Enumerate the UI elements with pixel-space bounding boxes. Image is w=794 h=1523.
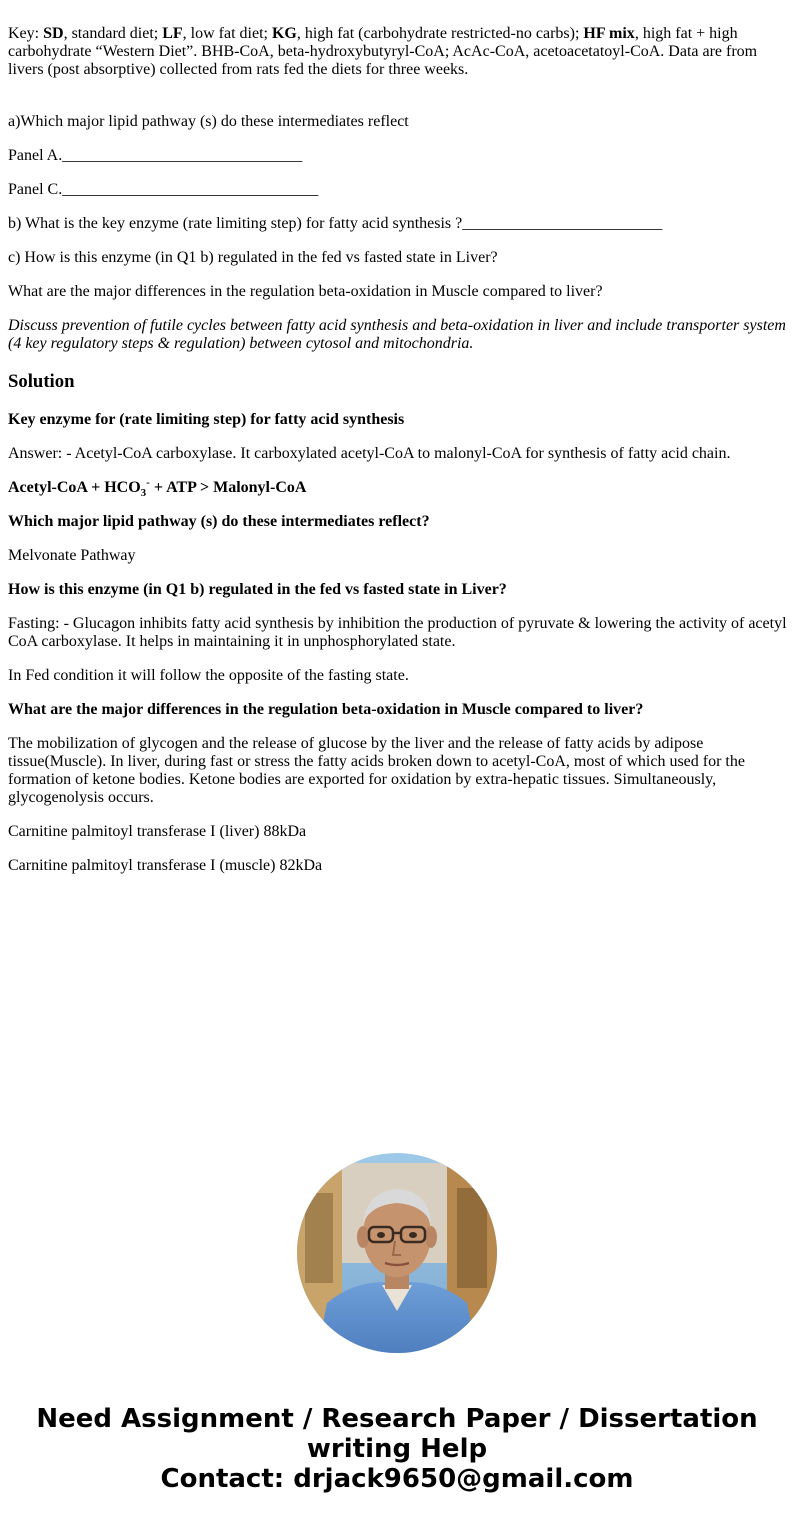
banner-line-2: writing Help: [306, 1434, 488, 1464]
question-a: a)Which major lipid pathway (s) do these intermediates reflect: [8, 113, 409, 130]
document-body: [8, 25, 788, 891]
solution-heading: Solution: [8, 371, 75, 392]
solution-a3-fed: In Fed condition it will follow the opposite of the fasting state.: [8, 667, 409, 684]
kg-abbrev: KG: [271, 25, 297, 42]
key-label: Key:: [8, 25, 44, 42]
equation-subscript: 3: [140, 487, 147, 500]
key-rest: , high fat + high carbohydrate “Western Diet”. BHB-CoA, beta-hydroxybutyryl-CoA; AcAc-CoA, acetoacetatoyl-CoA. Data are from livers (post absorptive) collected from rats fed the diets for three weeks.: [8, 25, 758, 78]
panel-c-blank: Panel C.________________________________: [8, 181, 319, 198]
solution-a4-muscle: Carnitine palmitoyl transferase I (muscle) 82kDa: [8, 857, 323, 874]
solution-a4-paragraph: The mobilization of glycogen and the release of glucose by the liver and the release of fatty acids by adipose tissue(Muscle). In liver, during fast or stress the fatty acids broken down to acetyl-CoA, most of which used for the formation of ketone bodies. Ketone bodies are exported for oxidation by extra-hepatic tissues. Simultaneously, glycogenolysis occurs.: [8, 735, 745, 806]
question-b: b) What is the key enzyme (rate limiting step) for fatty acid synthesis ?_________________________: [8, 215, 663, 232]
question-e: Discuss prevention of futile cycles between fatty acid synthesis and beta-oxidation in liver and include transporter system (4 key regulatory steps & regulation) between cytosol and mitochondria.: [8, 317, 786, 352]
solution-q4: What are the major differences in the regulation beta-oxidation in Muscle compared to liver?: [8, 701, 644, 718]
banner-line-1: Need Assignment / Research Paper / Dissertation: [36, 1404, 758, 1434]
reaction-equation: [8, 476, 788, 500]
lf-abbrev: LF: [162, 25, 183, 42]
sd-desc: , standard diet;: [63, 25, 163, 42]
diet-key-paragraph: [8, 25, 788, 79]
solution-a3-fasting: Fasting: - Glucagon inhibits fatty acid synthesis by inhibition the production of pyruvate & lowering the activity of acetyl CoA carboxylase. It helps in maintaining it in unphosphorylated state.: [8, 615, 787, 650]
question-d: What are the major differences in the regulation beta-oxidation in Muscle compared to liver?: [8, 283, 603, 300]
solution-q1: Key enzyme for (rate limiting step) for fatty acid synthesis: [8, 411, 405, 428]
question-c: c) How is this enzyme (in Q1 b) regulated in the fed vs fasted state in Liver?: [8, 249, 498, 266]
solution-q2: Which major lipid pathway (s) do these intermediates reflect?: [8, 513, 430, 530]
contact-banner: [0, 1404, 794, 1494]
avatar-photo-icon: [297, 1153, 497, 1353]
solution-q3: How is this enzyme (in Q1 b) regulated in the fed vs fasted state in Liver?: [8, 581, 507, 598]
hfmix-abbrev: HF mix: [583, 25, 635, 42]
kg-desc: , high fat (carbohydrate restricted-no carbs);: [296, 25, 584, 42]
author-avatar: [297, 1153, 497, 1353]
equation-right: + ATP > Malonyl-CoA: [149, 479, 307, 496]
lf-desc: , low fat diet;: [182, 25, 272, 42]
equation-superscript: -: [146, 476, 150, 489]
solution-a4-liver: Carnitine palmitoyl transferase I (liver) 88kDa: [8, 823, 307, 840]
panel-a-blank: Panel A.______________________________: [8, 147, 303, 164]
banner-contact-email[interactable]: Contact: drjack9650@gmail.com: [160, 1464, 634, 1494]
solution-a1: Answer: - Acetyl-CoA carboxylase. It carboxylated acetyl-CoA to malonyl-CoA for synthesis of fatty acid chain.: [8, 445, 731, 462]
equation-left: Acetyl-CoA + HCO: [8, 479, 141, 496]
solution-a2: Melvonate Pathway: [8, 547, 136, 564]
sd-abbrev: SD: [43, 25, 64, 42]
